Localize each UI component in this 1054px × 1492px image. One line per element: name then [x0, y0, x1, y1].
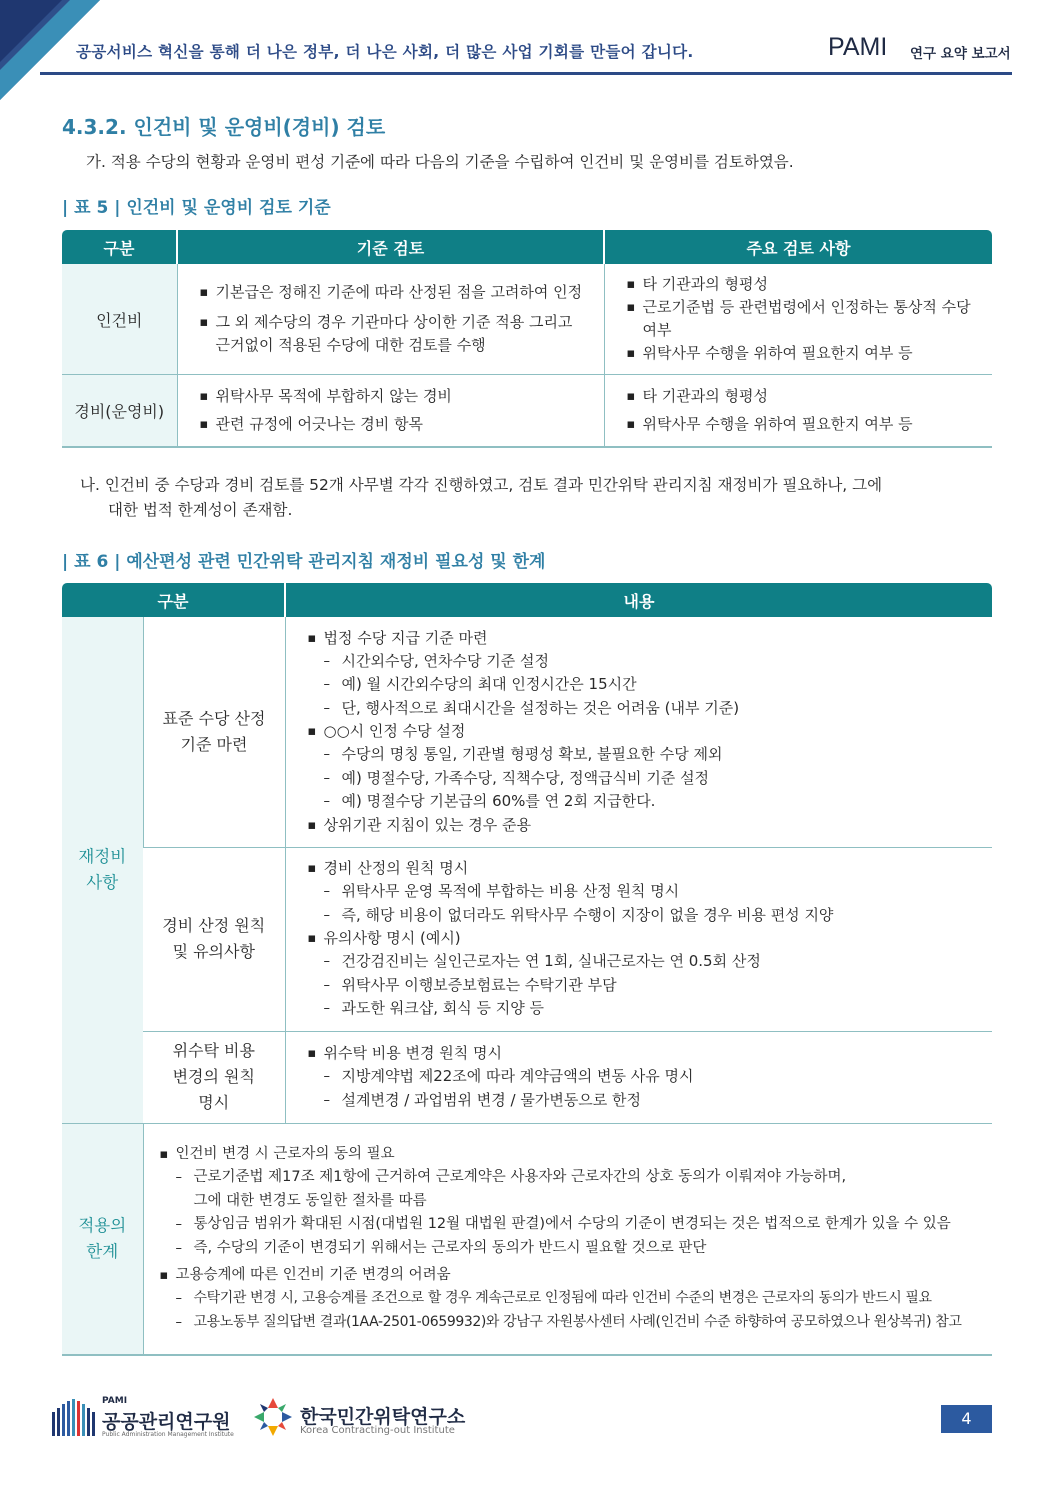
sub-item: – 예) 명절수당, 가족수당, 직책수당, 정액급식비 기준 설정 — [324, 767, 979, 791]
list-item: ▪ 타 기관과의 형평성 — [625, 385, 979, 408]
sub-item: – 즉, 수당의 기준이 변경되기 위해서는 근로자의 동의가 반드시 필요할 것으로 판단 — [176, 1237, 987, 1261]
sub-item: – 시간외수당, 연차수당 기준 설정 — [324, 650, 979, 674]
list-item: ▪ 위탁사무 목적에 부합하지 않는 경비 — [198, 385, 590, 408]
paragraph-b-line2: 대한 법적 한계성이 존재함. — [108, 501, 293, 519]
sub-item: – 고용노동부 질의답변 결과(1AA-2501-0659932)와 강남구 자원봉사센터 사례(인건비 수준 하향하여 공모하였으나 원상복귀) 참고 — [176, 1311, 987, 1335]
list-item: ▪ 타 기관과의 형평성 — [625, 273, 979, 296]
list-item: ▪ 고용승계에 따른 인건비 기준 변경의 어려움 – 수탁기관 변경 시, 고용승계를 조건으로 할 경우 계속근로로 인정됨에 따라 인건비 수준의 변경은 근로자의 동의가 반드시 필요 – 고용노동부 질의답변 결과(1AA-2501-0659932)와 강남구 자원봉사센터 사례(인건비 수준 하향하여 공모하였으나 원상복귀) 참고 — [158, 1264, 987, 1334]
sub-item: – 수탁기관 변경 시, 고용승계를 조건으로 할 경우 계속근로로 인정됨에 따라 인건비 수준의 변경은 근로자의 동의가 반드시 필요 — [176, 1287, 987, 1311]
list-item: ▪ 그 외 제수당의 경우 기관마다 상이한 기준 적용 그리고 근거없이 적용된 수당에 대한 검토를 수행 — [198, 311, 590, 357]
group-label-limits: 적용의 한계 — [62, 1123, 143, 1355]
header-slogan: 공공서비스 혁신을 통해 더 나은 정부, 더 나은 사회, 더 많은 사업 기회를 만들어 갑니다. — [76, 43, 694, 61]
row-label: 표준 수당 산정기준 마련 — [143, 617, 285, 847]
header-divider — [40, 72, 1012, 75]
list-item: ▪ 위수탁 비용 변경 원칙 명시 – 지방계약법 제22조에 따라 계약금액의 변동 사유 명시 – 설계변경 / 과업범위 변경 / 물가변동으로 한정 — [306, 1042, 979, 1112]
sub-item: – 근로기준법 제17조 제1항에 근거하여 근로계약은 사용자와 근로자간의 상호 동의가 이뤄져야 가능하며, 그에 대한 변경도 동일한 절차를 따름 — [176, 1166, 987, 1213]
table5 — [62, 230, 992, 448]
list-item: ▪ 유의사항 명시 (예시) – 건강검진비는 실인근로자는 연 1회, 실내근로자는 연 0.5회 산정 – 위탁사무 이행보증보험료는 수탁기관 부담 – 과도한 워크샵, 회식 등 지양 등 — [306, 927, 979, 1021]
paragraph-a: 가. 적용 수당의 현황과 운영비 편성 기준에 따라 다음의 기준을 수립하여 인건비 및 운영비를 검토하였음. — [86, 153, 794, 171]
table6-header-category: 구분 — [62, 583, 285, 617]
pami-logo-english: Public Administration Management Institute — [102, 1431, 234, 1438]
sub-item: – 즉, 해당 비용이 없더라도 위탁사무 수행이 지장이 없을 경우 비용 편성 지양 — [324, 904, 979, 928]
sub-item: – 수당의 명칭 통일, 기관별 형평성 확보, 불필요한 수당 제외 — [324, 743, 979, 767]
section-title: 4.3.2. 인건비 및 운영비(경비) 검토 — [62, 115, 386, 139]
table-row — [62, 847, 992, 1031]
sub-item: – 위탁사무 운영 목적에 부합하는 비용 산정 원칙 명시 — [324, 880, 979, 904]
table6-header-content: 내용 — [285, 583, 992, 617]
kci-logo-icon — [252, 1396, 294, 1438]
list-item: ▪ 상위기관 지침이 있는 경우 준용 — [306, 814, 979, 837]
row-label: 위수탁 비용 변경의 원칙 명시 — [143, 1031, 285, 1123]
sub-item: – 지방계약법 제22조에 따라 계약금액의 변동 사유 명시 — [324, 1065, 979, 1089]
row-label: 경비(운영비) — [62, 375, 177, 447]
page-number: 4 — [941, 1405, 992, 1433]
table6-caption: | 표 6 | 예산편성 관련 민간위탁 관리지침 재정비 필요성 및 한계 — [62, 552, 546, 572]
table5-header-category: 구분 — [62, 230, 177, 264]
sub-item: – 과도한 워크샵, 회식 등 지양 등 — [324, 997, 979, 1021]
pami-logo-icon — [52, 1398, 96, 1438]
group-label-reform: 재정비 사항 — [62, 617, 143, 1123]
table-row — [62, 375, 992, 447]
list-item: ▪ 경비 산정의 원칙 명시 – 위탁사무 운영 목적에 부합하는 비용 산정 원칙 명시 – 즉, 해당 비용이 없더라도 위탁사무 수행이 지장이 없을 경우 비용 편성 지양 — [306, 857, 979, 927]
list-item: ▪ 법정 수당 지급 기준 마련 – 시간외수당, 연차수당 기준 설정 – 예) 월 시간외수당의 최대 인정시간은 15시간 – 단, 행사적으로 최대시간을 설정하는 것은 어려움 (내부 기준) — [306, 627, 979, 721]
sub-item: – 설계변경 / 과업범위 변경 / 물가변동으로 한정 — [324, 1089, 979, 1113]
sub-item: – 통상임금 범위가 확대된 시점(대법원 12월 대법원 판결)에서 수당의 기준이 변경되는 것은 법적으로 한계가 있을 수 있음 — [176, 1213, 987, 1237]
header-subtitle: 연구 요약 보고서 — [910, 46, 1011, 62]
row-label: 경비 산정 원칙 및 유의사항 — [143, 847, 285, 1031]
list-item: ▪ 기본급은 정해진 기준에 따라 산정된 점을 고려하여 인정 — [198, 281, 590, 304]
list-item: ▪ 관련 규정에 어긋나는 경비 항목 — [198, 413, 590, 436]
sub-item: – 예) 명절수당 기본급의 60%를 연 2회 지급한다. — [324, 790, 979, 814]
list-item: ▪ 위탁사무 수행을 위하여 필요한지 여부 등 — [625, 413, 979, 436]
list-item: ▪ 위탁사무 수행을 위하여 필요한지 여부 등 — [625, 342, 979, 365]
table5-header-review: 주요 검토 사항 — [604, 230, 992, 264]
kci-logo-english: Korea Contracting-out Institute — [300, 1425, 455, 1436]
list-item: ▪ ○○시 인정 수당 설정 – 수당의 명칭 통일, 기관별 형평성 확보, 불필요한 수당 제외 – 예) 명절수당, 가족수당, 직책수당, 정액급식비 기준 설정 – 예) 명절수당 기본급의 60%를 연 2회 지급한다. — [306, 720, 979, 814]
footer — [0, 1390, 1054, 1450]
table-row — [62, 264, 992, 375]
table-row — [62, 1123, 992, 1355]
paragraph-b-line1: 나. 인건비 중 수당과 경비 검토를 52개 사무별 각각 진행하였고, 검토 결과 민간위탁 관리지침 재정비가 필요하나, 그에 — [80, 476, 883, 494]
paragraph-b — [80, 473, 980, 523]
table5-caption: | 표 5 | 인건비 및 운영비 검토 기준 — [62, 198, 331, 218]
table6 — [62, 583, 992, 1356]
kci-logo-name: 한국민간위탁연구소 — [300, 1406, 466, 1428]
table5-header-criteria: 기준 검토 — [177, 230, 604, 264]
sub-item: – 단, 행사적으로 최대시간을 설정하는 것은 어려움 (내부 기준) — [324, 697, 979, 721]
sub-item: – 위탁사무 이행보증보험료는 수탁기관 부담 — [324, 974, 979, 998]
table-row — [62, 1031, 992, 1123]
pami-logo-name: 공공관리연구원 — [102, 1411, 231, 1433]
list-item: ▪ 근로기준법 등 관련법령에서 인정하는 통상적 수당 여부 — [625, 296, 979, 342]
pami-logo-small: PAMI — [102, 1396, 128, 1406]
sub-item: – 예) 월 시간외수당의 최대 인정시간은 15시간 — [324, 673, 979, 697]
table-row — [62, 617, 992, 847]
sub-item: – 건강검진비는 실인근로자는 연 1회, 실내근로자는 연 0.5회 산정 — [324, 950, 979, 974]
row-label: 인건비 — [62, 264, 177, 375]
list-item: ▪ 인건비 변경 시 근로자의 동의 필요 – 근로기준법 제17조 제1항에 근거하여 근로계약은 사용자와 근로자간의 상호 동의가 이뤄져야 가능하며, 그에 대한 변경도 동일한 절차를 따름 – 통상임금 범위가 확대된 시점(대법원 12월 대법원 판결)에서 수당의 기준이 변경되는 것은 법적으로 한계가 있을 수 있음 – 즉, 수당의 기준이 변경되기 위해서는 근로자의 동의가 반드시 필요할 것으로 판단 — [158, 1143, 987, 1260]
header-brand: PAMI — [828, 33, 888, 61]
